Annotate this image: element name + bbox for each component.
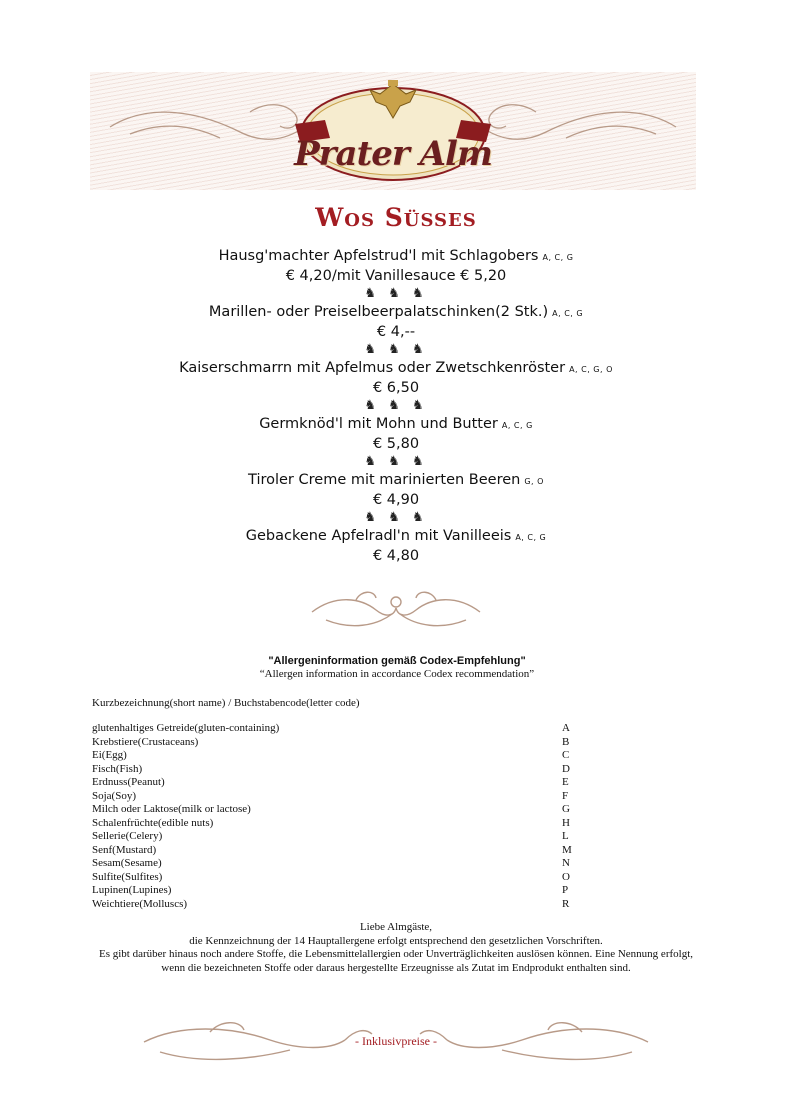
allergen-row [92, 803, 702, 817]
allergen-codes: A, C, G, O [569, 365, 613, 374]
allergen-row [92, 763, 702, 777]
reindeer-separator-icon: ♞ ♞ ♞ [364, 454, 428, 469]
allergen-codes: A, C, G [501, 421, 533, 430]
menu-item-text: € 6,50 [372, 380, 420, 396]
allergen-code: D [562, 762, 570, 775]
menu-item-name [0, 358, 792, 378]
allergen-code: H [562, 816, 570, 829]
allergen-code: A [562, 722, 570, 734]
allergen-code: L [562, 830, 569, 842]
allergen-row [92, 857, 702, 871]
menu-item-text: Germknöd'l mit Mohn und Butter [259, 416, 498, 432]
dessert-menu [0, 246, 792, 566]
reindeer-separator-icon: ♞ ♞ ♞ [364, 510, 428, 525]
allergen-name: Lupinen(Lupines) [92, 884, 172, 896]
allergen-name: Krebstiere(Crustaceans) [92, 735, 199, 748]
allergen-name: Milch oder Laktose(milk or lactose) [92, 803, 251, 815]
section-title: Wos Süsses [315, 203, 477, 232]
flourish-ornament [306, 584, 486, 632]
allergen-row [92, 736, 702, 750]
allergen-heading: "Allergeninformation gemäß Codex-Empfehlung" [268, 655, 526, 667]
allergen-row [92, 898, 702, 912]
menu-item-price [0, 490, 792, 510]
logo-text: Prater Alm [294, 134, 492, 174]
menu-item-text: € 4,90 [372, 492, 420, 508]
menu-item-text: Gebackene Apfelradl'n mit Vanilleeis [245, 528, 512, 544]
menu-item-text: Tiroler Creme mit marinierten Beeren [248, 472, 521, 488]
allergen-codes: G, O [524, 477, 544, 486]
allergen-row [92, 749, 702, 763]
allergen-info [92, 655, 702, 911]
allergen-code: R [562, 897, 570, 910]
menu-item-text: Hausg'machter Apfelstrud'l mit Schlagobers [218, 248, 539, 264]
allergen-row [92, 844, 702, 858]
menu-item-price [0, 434, 792, 454]
allergen-codes: A, C, G [552, 309, 584, 318]
menu-item-text: Kaiserschmarrn mit Apfelmus oder Zwetschkenröster [179, 360, 566, 376]
allergen-code: E [562, 776, 569, 788]
menu-item-text: € 5,80 [372, 436, 420, 452]
menu-item-name [0, 246, 792, 266]
allergen-row [92, 722, 702, 736]
menu-item-text: Marillen- oder Preiselbeerpalatschinken(2 Stk.) [208, 304, 549, 320]
menu-item-price [0, 266, 792, 286]
reindeer-separator-icon: ♞ ♞ ♞ [364, 398, 428, 413]
allergen-name: Soja(Soy) [92, 789, 136, 802]
reindeer-separator-icon: ♞ ♞ ♞ [364, 342, 428, 357]
allergen-code: F [562, 789, 569, 802]
allergen-name: Sellerie(Celery) [92, 830, 163, 842]
menu-item-price [0, 546, 792, 566]
allergen-row [92, 884, 702, 898]
menu-item-name [0, 470, 792, 490]
allergen-name: Schalenfrüchte(edible nuts) [92, 816, 214, 829]
notice-greeting: Liebe Almgäste, [359, 921, 433, 933]
notice-line-2: Es gibt darüber hinaus noch andere Stoffe, die Lebensmittelallergien oder Unverträglichkeiten auslösen können. Eine Nennung erfolgt, wenn die bezeichneten Stoffe oder daraus hergestellte Erzeugnisse als Zutat im Endprodukt enthalten sind. [98, 948, 694, 974]
menu-item-price [0, 378, 792, 398]
menu-item-text: € 4,20/mit Vanillesauce € 5,20 [285, 268, 507, 284]
allergen-row [92, 817, 702, 831]
allergen-code: P [562, 884, 569, 896]
allergen-code: C [562, 749, 570, 761]
short-name-label: Kurzbezeichnung(short name) / Buchstabencode(letter code) [92, 697, 360, 709]
allergen-name: Sulfite(Sulfites) [92, 870, 163, 883]
reindeer-separator-icon: ♞ ♞ ♞ [364, 286, 428, 301]
allergen-name: Weichtiere(Molluscs) [92, 897, 188, 910]
menu-item-price [0, 322, 792, 342]
allergen-name: Erdnuss(Peanut) [92, 776, 165, 788]
menu-item-name [0, 302, 792, 322]
allergen-list [92, 722, 702, 911]
allergen-row [92, 776, 702, 790]
allergen-code: B [562, 735, 570, 748]
allergen-code: M [562, 843, 572, 856]
allergen-subheading: “Allergen information in accordance Codex recommendation” [259, 668, 535, 680]
allergen-row [92, 871, 702, 885]
allergen-name: Ei(Egg) [92, 749, 127, 761]
allergen-name: Senf(Mustard) [92, 843, 157, 856]
allergen-notice [90, 921, 702, 975]
footer-label: - Inklusivpreise - [355, 1034, 437, 1048]
menu-item-name [0, 414, 792, 434]
header-banner [90, 72, 696, 190]
allergen-name: Fisch(Fish) [92, 762, 143, 775]
allergen-code: G [562, 803, 570, 815]
menu-item-text: € 4,-- [376, 324, 416, 340]
allergen-name: Sesam(Sesame) [92, 857, 162, 869]
allergen-row [92, 830, 702, 844]
allergen-code: N [562, 857, 570, 869]
menu-item-text: € 4,80 [372, 548, 420, 564]
menu-item-name [0, 526, 792, 546]
allergen-code: O [562, 870, 570, 883]
notice-line-1: die Kennzeichnung der 14 Hauptallergene erfolgt entsprechend den gesetzlichen Vorschriften. [189, 934, 603, 947]
allergen-codes: A, C, G [542, 253, 574, 262]
allergen-row [92, 790, 702, 804]
allergen-name: glutenhaltiges Getreide(gluten-containing) [92, 722, 280, 734]
allergen-codes: A, C, G [515, 533, 547, 542]
